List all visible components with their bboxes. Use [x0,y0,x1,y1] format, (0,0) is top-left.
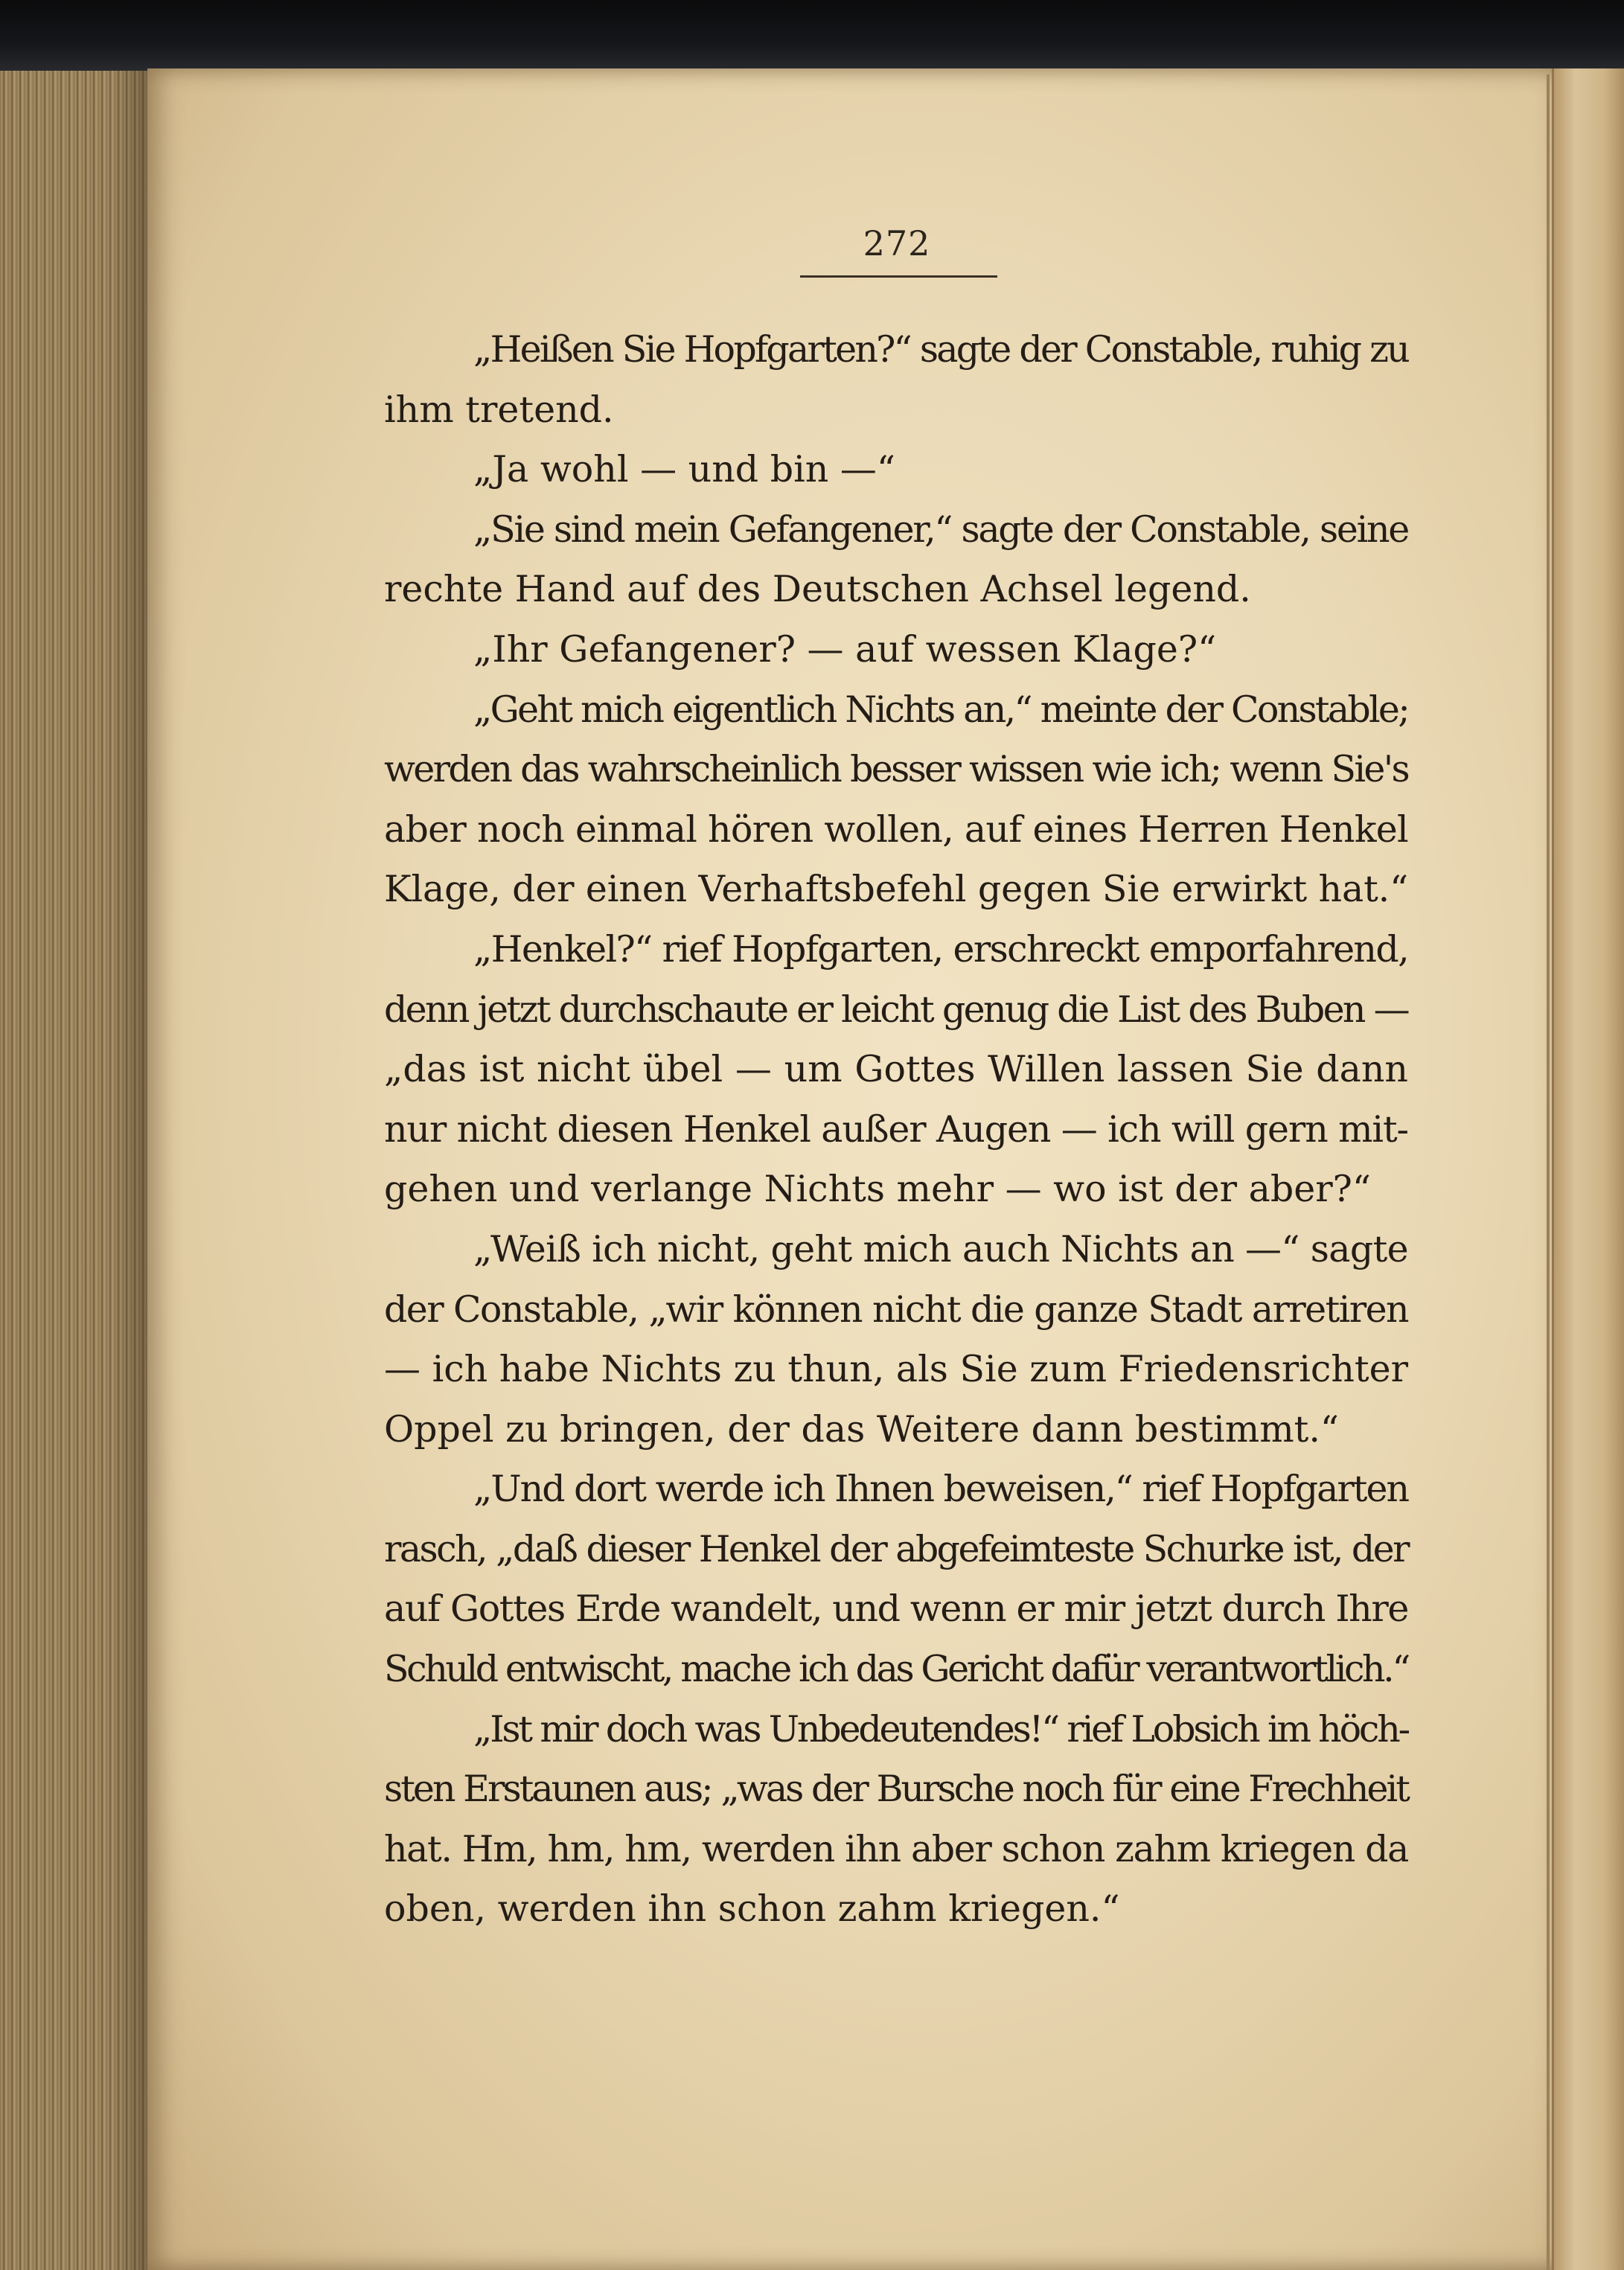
next-page-edge [1552,68,1624,2270]
text-line: „Heißen Sie Hopfgarten?“ sagte der Constable, ruhig zu [473,328,1408,371]
page-number: 272 [863,223,931,263]
text-line: „Sie sind mein Gefangener,“ sagte der Constable, seine [473,508,1408,551]
text-line: „Ist mir doch was Unbedeutendes!“ rief Lobsich im höch- [473,1707,1408,1751]
page-body-text [384,320,1408,1940]
text-line: „Henkel?“ rief Hopfgarten, erschreckt emporfahrend, [473,927,1409,971]
text-line: „Ihr Gefangener? — auf wessen Klage?“ [473,627,1217,671]
text-line: „Und dort werde ich Ihnen beweisen,“ rief Hopfgarten [473,1468,1408,1511]
text-line: Klage, der einen Verhaftsbefehl gegen Sie erwirkt hat.“ [384,868,1408,911]
text-line: rasch, „daß dieser Henkel der abgefeimteste Schurke ist, der [384,1527,1408,1570]
text-line: Oppel zu bringen, der das Weitere dann bestimmt.“ [384,1407,1339,1451]
binding-strip [0,0,1624,74]
text-line: „Geht mich eigentlich Nichts an,“ meinte der Constable; [473,688,1408,731]
text-line: oben, werden ihn schon zahm kriegen.“ [384,1887,1120,1931]
text-line: werden das wahrscheinlich besser wissen wie ich; wenn Sie's [384,748,1408,791]
text-line: auf Gottes Erde wandelt, und wenn er mir jetzt durch Ihre [384,1588,1408,1631]
text-line: nur nicht diesen Henkel außer Augen — ich will gern mit- [384,1107,1408,1151]
text-line: hat. Hm, hm, hm, werden ihn aber schon zahm kriegen da [384,1827,1408,1870]
text-line: — ich habe Nichts zu thun, als Sie zum Friedensrichter [384,1348,1408,1391]
text-line: „Ja wohl — und bin —“ [473,448,895,491]
text-line: sten Erstaunen aus; „was der Bursche noch für eine Frechheit [384,1768,1408,1811]
text-line: aber noch einmal hören wollen, auf eines Herren Henkel [384,808,1408,851]
page-number-rule [800,275,997,278]
text-line: ihm tretend. [384,388,614,431]
text-line: gehen und verlange Nichts mehr — wo ist der aber?“ [384,1168,1371,1211]
text-line: rechte Hand auf des Deutschen Achsel legend. [384,568,1251,611]
text-line: „Weiß ich nicht, geht mich auch Nichts an —“ sagte [473,1227,1408,1270]
text-line: „das ist nicht übel — um Gottes Willen lassen Sie dann [384,1048,1408,1091]
gutter-line [1547,74,1550,2270]
text-line: denn jetzt durchschaute er leicht genug die List des Buben — [384,988,1409,1031]
text-line: der Constable, „wir können nicht die ganze Stadt arretiren [384,1288,1408,1331]
text-line: Schuld entwischt, mache ich das Gericht dafür verantwortlich.“ [384,1648,1408,1691]
